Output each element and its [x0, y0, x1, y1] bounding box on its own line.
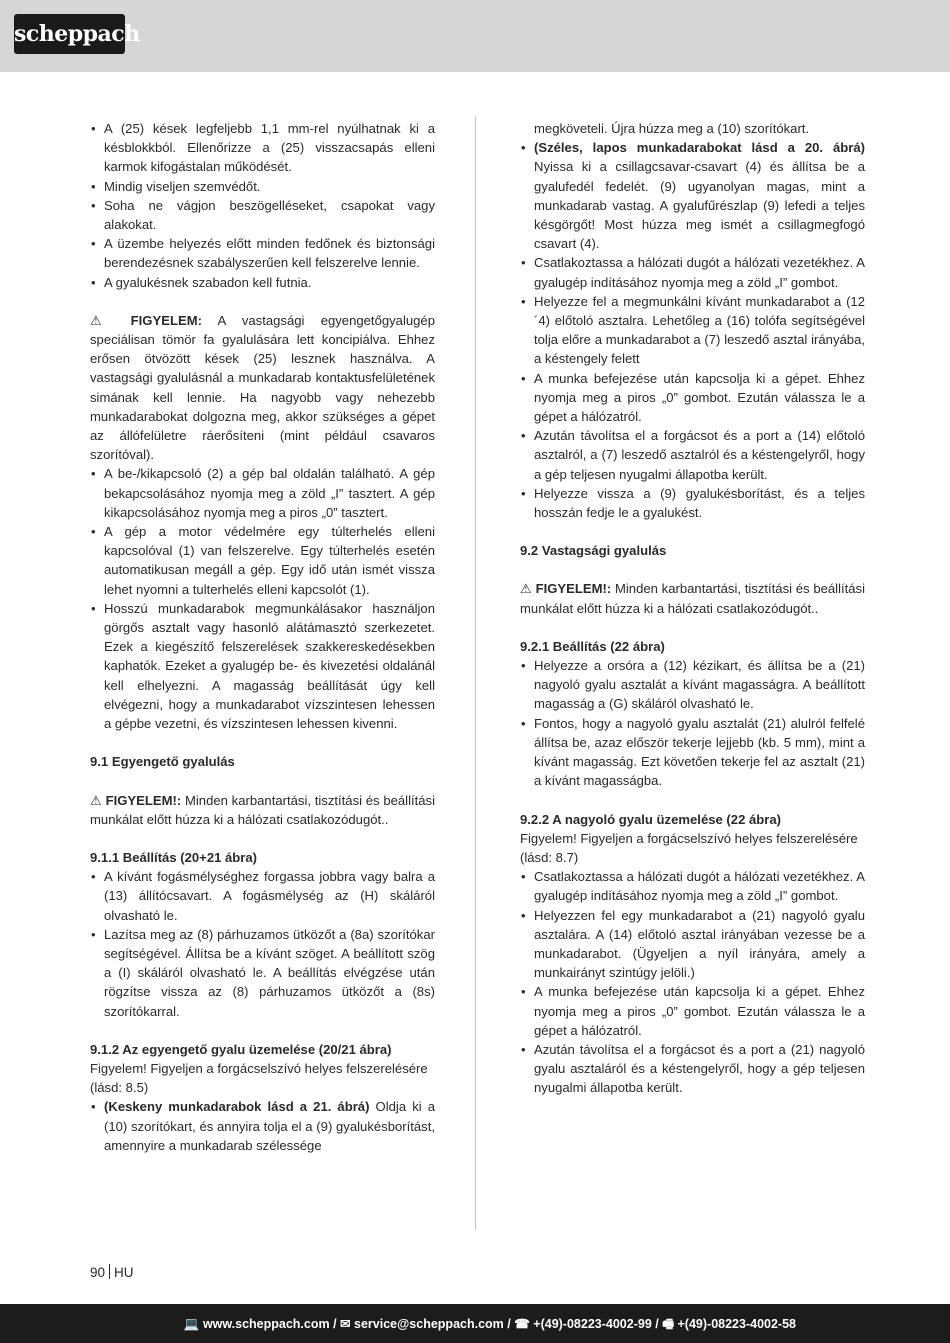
- list-item: • Csatlakoztassa a hálózati dugót a hálózati vezetékhez. A gyalugép indításához nyomja meg a zöld „I” gombot.: [520, 253, 865, 291]
- page-number-separator: [109, 1264, 110, 1279]
- warning-label: FIGYELEM:: [130, 312, 202, 328]
- scheppach-logo: scheppach: [14, 14, 125, 54]
- spacer: [520, 560, 865, 579]
- phone-icon: ☎: [514, 1317, 530, 1331]
- list-item-continuation: megköveteli. Újra húzza meg a (10) szorítókart.: [534, 121, 810, 136]
- list-item: • Azután távolítsa el a forgácsot és a port a (14) előtoló asztalról, a (7) leszedő asztalról és a késtengelyről, hogy a gép teljesen nyugalmi állapotba került.: [520, 426, 865, 484]
- warning-paragraph: [90, 791, 435, 829]
- list-item: • Csatlakoztassa a hálózati dugót a hálózati vezetékhez. A gyalugép indításához nyomja meg a zöld „I” gombot.: [520, 867, 865, 905]
- page-footer: [0, 1304, 950, 1343]
- list-item: • Mindig viseljen szemvédőt.: [90, 177, 435, 196]
- warning-label: FIGYELEM!:: [105, 792, 182, 808]
- warning-text: Minden karbantartási, tisztítási és beállítási munkálat előtt húzza ki a hálózati csatlakozódugót..: [520, 581, 866, 616]
- list-item: • A kívánt fogásmélységhez forgassa jobbra vagy balra a (13) állítócsavart. A fogásmélység az (H) skáláról olvasható le.: [90, 867, 435, 925]
- list-item: • Helyezze a orsóra a (12) kézikart, és állítsa be a (21) nagyoló gyalu asztalát a kívánt magasságra. A beállított magasság a (G) skáláról olvasható le.: [520, 656, 865, 714]
- list-item: • A munka befejezése után kapcsolja ki a gépet. Ehhez nyomja meg a piros „0” gombot. Ezután válassza le a gépet a hálózatról.: [520, 369, 865, 427]
- warning-text: A vastagsági egyengetőgyalugép speciálisan tömör fa gyalulására lett koncipiálva. Ehhez erősen ötvözött kések (25) lesznek használva. A vastagsági gyalulásnál a munkadarab kontaktusfelületének simának kell lennie. Ha nagyobb vagy nehezebb munkadarabokat dolgozna meg, akkor szükséges a gépet az állófelületre ráerősíteni (mint például csavaros szorítóval).: [90, 312, 435, 463]
- page-number: 90: [90, 1265, 106, 1280]
- list-item: • A üzembe helyezés előtt minden fedőnek és biztonsági berendezésnek szabályszerűen kell felszerelve lennie.: [90, 234, 435, 272]
- spacer: [90, 1021, 435, 1040]
- spacer: [90, 733, 435, 752]
- list-item-text: Oldja ki a (10) szorítókart, és annyira tolja el a (9) gyalukésborítást, amennyire a munkadarab szélessége: [104, 1099, 436, 1153]
- spacer: [520, 522, 865, 541]
- list-item: [520, 138, 865, 253]
- list-item: • Lazítsa meg az (8) párhuzamos ütközőt a (8a) szorítókar segítségével. Állítsa be a kívánt szöget. A beállított szög a (I) skáláról olvasható le. A beállítás elvégzése után rögzítse vissza az (8) párhuzamos ütközőt a (8s) szorítókarral.: [90, 925, 435, 1021]
- warning-triangle-icon: ⚠: [90, 792, 102, 808]
- list-item: • A munka befejezése után kapcsolja ki a gépet. Ehhez nyomja meg a piros „0” gombot. Ezután válassza le a gépet a hálózatról.: [520, 982, 865, 1040]
- mail-icon: ✉: [340, 1317, 351, 1331]
- fax-icon: 🖷: [662, 1317, 675, 1331]
- list-item: • Helyezzen fel egy munkadarabot a (21) nagyoló gyalu asztalára. A (14) előtoló asztal irányában vezesse be a munkadarabot. (Ügyeljen a nyíl irányára, amely a munkairányt szintúgy jelöli.): [520, 906, 865, 983]
- paragraph: Figyelem! Figyeljen a forgácselszívó helyes felszerelésére (lásd: 8.7): [520, 830, 858, 865]
- warning-paragraph: [520, 579, 865, 617]
- computer-icon: 💻: [183, 1317, 200, 1331]
- section-heading: 9.2.2 A nagyoló gyalu üzemelése (22 ábra): [520, 811, 782, 827]
- list-item: • Fontos, hogy a nagyoló gyalu asztalát (21) alulról felfelé állítsa be, azaz először tekerje lejjebb (kb. 5 mm), mint a kívánt magasság. Ezt követően tekerje fel az asztalt (21) a kívánt magasságba.: [520, 714, 865, 791]
- spacer: [90, 772, 435, 791]
- footer-contact: [184, 1315, 796, 1336]
- page-header: [0, 0, 950, 72]
- warning-triangle-icon: ⚠: [520, 581, 532, 597]
- spacer: [520, 618, 865, 637]
- list-item-bold-lead: (Keskeny munkadarabok lásd a 21. ábrá): [104, 1099, 370, 1115]
- section-heading: 9.2 Vastagsági gyalulás: [520, 543, 667, 559]
- section-heading: 9.1 Egyengető gyalulás: [90, 754, 235, 770]
- warning-label: FIGYELEM!:: [535, 581, 612, 597]
- warning-paragraph: [90, 311, 435, 465]
- list-item: [90, 1097, 435, 1155]
- footer-website[interactable]: www.scheppach.com /: [202, 1317, 337, 1331]
- spacer: [520, 791, 865, 810]
- warning-text: Minden karbantartási, tisztítási és beállítási munkálat előtt húzza ki a hálózati csatlakozódugót..: [90, 792, 436, 827]
- left-column: [90, 119, 435, 1155]
- column-divider: [475, 116, 476, 1230]
- list-item: • Azután távolítsa el a forgácsot és a port a (21) nagyoló gyalu asztaláról és a késtengelyről, hogy a gép teljesen nyugalmi állapotba került.: [520, 1040, 865, 1098]
- list-item-text: Nyissa ki a csillagcsavar-csavart (4) és állítsa be a gyalufedél fedelét. (9) ugyanolyan magas, mint a munkadarab vastag. A gyalufűrészlap (9) lefedi a teljes késgörgőt! Most húzza meg ismét a csillagmegfogó csavart (4).: [534, 159, 865, 252]
- spacer: [90, 829, 435, 848]
- section-heading: 9.1.1 Beállítás (20+21 ábra): [90, 849, 258, 865]
- language-code: HU: [114, 1265, 134, 1280]
- list-item: • Helyezze vissza a (9) gyalukésborítást, és a teljes hosszán fedje le a gyalukést.: [520, 484, 865, 522]
- list-item: • A (25) kések legfeljebb 1,1 mm-rel nyúlhatnak ki a késblokkból. Ellenőrizze a (25) visszacsapás elleni karmok kifogástalan működését.: [90, 119, 435, 177]
- warning-triangle-icon: ⚠: [90, 312, 115, 328]
- list-item: • Helyezze fel a megmunkálni kívánt munkadarabot a (12´4) előtoló asztalra. Lehetőleg a (16) tolófa segítségével tolja előre a munkadarabot a (7) leszedő asztal irányába, a késtengely felett: [520, 292, 865, 369]
- section-heading: 9.1.2 Az egyengető gyalu üzemelése (20/21 ábra): [90, 1041, 392, 1057]
- right-column: [520, 119, 865, 1098]
- spacer: [90, 292, 435, 311]
- section-heading: 9.2.1 Beállítás (22 ábra): [520, 638, 665, 654]
- list-item-bold-lead: (Széles, lapos munkadarabokat lásd a 20. ábrá): [534, 140, 865, 156]
- list-item: • A be-/kikapcsoló (2) a gép bal oldalán található. A gép bekapcsolásához nyomja meg a zöld „I” tasztert. A gép kikapcsolásához nyomja meg a piros „0” tasztert.: [90, 464, 435, 522]
- list-item: • Soha ne vágjon beszögelléseket, csapokat vagy alakokat.: [90, 196, 435, 234]
- footer-fax: +(49)-08223-4002-58: [677, 1317, 796, 1331]
- paragraph: Figyelem! Figyeljen a forgácselszívó helyes felszerelésére (lásd: 8.5): [90, 1060, 428, 1096]
- page-number-block: [90, 1264, 134, 1280]
- footer-phone: +(49)-08223-4002-99 /: [533, 1317, 659, 1331]
- list-item: • A gép a motor védelmére egy túlterhelés elleni kapcsolóval (1) van felszerelve. Egy túlterhelés esetén automatikusan megáll a gép. Egy idő után ismét vissza lehet nyomni a tulterhelés elleni kapcsolót (1).: [90, 522, 435, 599]
- footer-email[interactable]: service@scheppach.com /: [354, 1317, 511, 1331]
- list-item: • A gyalukésnek szabadon kell futnia.: [90, 273, 435, 292]
- list-item: • Hosszú munkadarabok megmunkálásakor használjon görgős asztalt vagy hasonló alátámasztó szerkezetet. Ezek a kiegészítő felszerelések szakkereskedésekben kaphatók. Ezeket a gyalugép be- és kivezetési oldalánál kell elhelyezni. A magasság beállítását úgy kell elvégezni, hogy a munkadarabot vízszintesen lehessen a gépbe vezetni, és vízszintesen lehessen kivenni.: [90, 599, 435, 733]
